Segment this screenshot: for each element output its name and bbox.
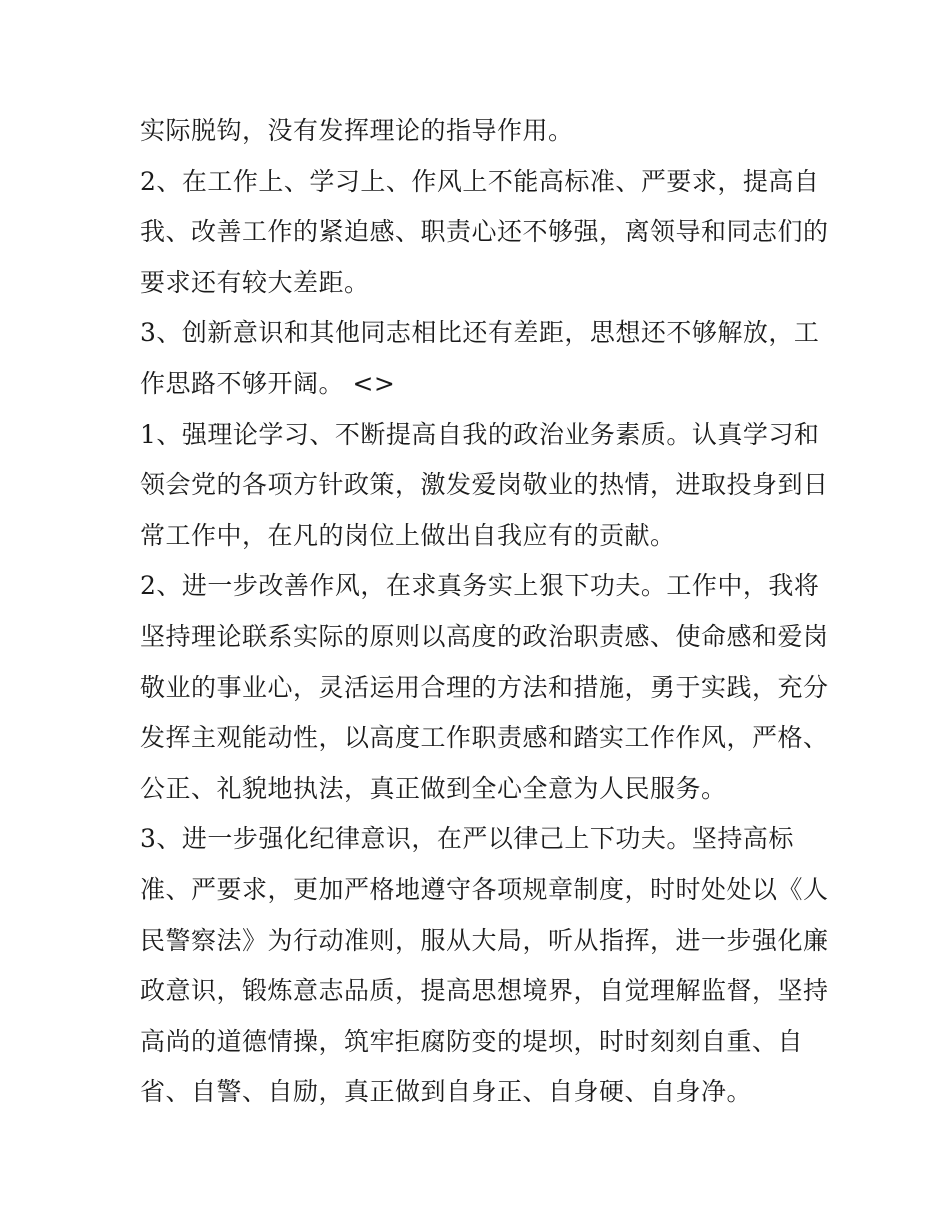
text-line: 要求还有较大差距。 xyxy=(140,267,370,297)
text-line: 敬业的事业心，灵活运用合理的方法和措施，勇于实践，充分 xyxy=(140,672,829,702)
document-body xyxy=(140,106,829,1118)
text-line: 2、进一步改善作风，在求真务实上狠下功夫。工作中，我将 xyxy=(140,571,820,601)
text-line: 3、创新意识和其他同志相比还有差距，思想还不够解放，工 xyxy=(140,318,820,348)
text-line: 坚持理论联系实际的原则以高度的政治职责感、使命感和爱岗 xyxy=(140,621,829,651)
text-line: 准、严要求，更加严格地遵守各项规章制度，时时处处以《人 xyxy=(140,874,829,904)
text-line: 作思路不够开阔。 <> xyxy=(140,368,396,398)
text-line: 3、进一步强化纪律意识，在严以律己上下功夫。坚持高标 xyxy=(140,824,794,854)
text-line: 2、在工作上、学习上、作风上不能高标准、严要求，提高自 xyxy=(140,166,820,196)
text-line: 高尚的道德情操，筑牢拒腐防变的堤坝，时时刻刻自重、自 xyxy=(140,1026,804,1056)
text-line: 政意识，锻炼意志品质，提高思想境界，自觉理解监督，坚持 xyxy=(140,976,829,1006)
text-line: 常工作中，在凡的岗位上做出自我应有的贡献。 xyxy=(140,520,676,550)
text-line: 民警察法》为行动准则，服从大局，听从指挥，进一步强化廉 xyxy=(140,925,829,955)
text-line: 公正、礼貌地执法，真正做到全心全意为人民服务。 xyxy=(140,773,727,803)
text-line: 1、强理论学习、不断提高自我的政治业务素质。认真学习和 xyxy=(140,419,820,449)
text-line: 省、自警、自励，真正做到自身正、自身硬、自身净。 xyxy=(140,1077,753,1107)
text-line: 我、改善工作的紧迫感、职责心还不够强，离领导和同志们的 xyxy=(140,217,829,247)
text-line: 发挥主观能动性，以高度工作职责感和踏实工作作风，严格、 xyxy=(140,723,829,753)
text-line: 领会党的各项方针政策，激发爱岗敬业的热情，进取投身到日 xyxy=(140,470,829,500)
text-line: 实际脱钩，没有发挥理论的指导作用。 xyxy=(140,116,574,145)
